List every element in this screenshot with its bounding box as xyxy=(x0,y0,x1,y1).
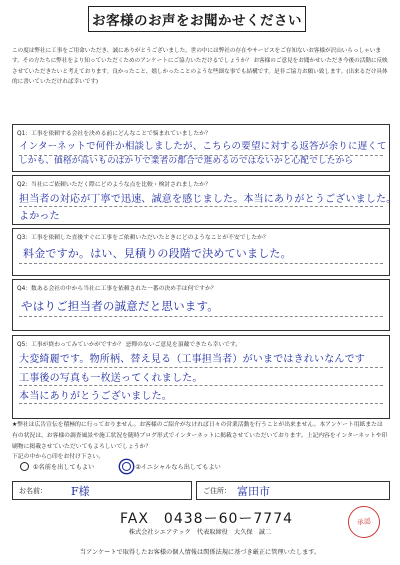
address-label: ご住所： xyxy=(203,486,231,495)
question-2-box xyxy=(12,175,397,225)
consent-options xyxy=(20,462,221,471)
option-initial-ok-label: ②イニシャルなら出してもよい xyxy=(135,464,221,471)
question-4-label: Q4：数ある会社の中から当社に工事を依頼された一番の決め手は何ですか？ xyxy=(17,286,217,292)
question-5-answer-line-1: 大変綺麗です。物所柄、替え見る（工事担当者）がいまではきれいなんです xyxy=(19,354,365,365)
question-1-label: Q1：工事を依頼する会社を決める前にどんなことで悩まれていましたか？ xyxy=(17,131,211,137)
question-5-label: Q5：工事が終わってみていかがですか？ 忌憚のないご意見を頂戴できたら幸いです。 xyxy=(17,342,242,348)
question-2-answer-line-1: 担当者の対応が丁寧で迅速、誠意を感じました。本当にありがとうございました。 xyxy=(19,194,397,205)
question-1-box xyxy=(12,124,390,172)
name-value: F様 xyxy=(71,484,90,498)
option-name-ok[interactable] xyxy=(20,462,94,471)
name-label: お名前： xyxy=(19,486,47,495)
intro-text: この度は弊社に工事をご用命いただき、誠にありがとうございました。世の中には弊社の存在やサービスをご存知ないお客様が沢山いらっしゃいます。その方たちに弊社をより知っていただくためのアンケートにご協力いただけるでしょうか？ お客様のご意見をお聞かせいただき今後の活動に反映させていただきたいと考えております。良かったこと、嬉しかったことのような些細な事でも結構です。是非ご協力お願い致します。(出来るだけ具体的に書いていただければ幸いです) xyxy=(12,48,388,86)
radio-icon[interactable] xyxy=(20,462,29,471)
question-1-answer-line-2: しかも、価格が高いものばかりで業者の都合で進めるのではないかと心配でしたから xyxy=(19,156,354,166)
question-3-label: Q3：工事を依頼した直後すぐに工事をご依頼いただいたときにどのようなことが不安でしたか？ xyxy=(17,235,269,241)
company-line: 株式会社シエアテック 代表取締役 大久保 誠二 xyxy=(128,529,272,536)
question-4-box xyxy=(12,279,390,331)
option-initial-ok[interactable] xyxy=(122,462,221,471)
privacy-footer: 当アンケートで取得したお客様の個人情報は関係法規に基づき厳正に管理いたします。 xyxy=(79,549,321,556)
question-2-answer-line-2: よかった xyxy=(19,211,60,222)
question-3-answer-line-1: 料金ですか。はい、見積りの段階で決めていました。 xyxy=(23,247,292,260)
address-value: 富田市 xyxy=(237,484,270,498)
question-4-answer-line-1: やはりご担当者の誠意だと思います。 xyxy=(21,299,219,313)
question-1-answer-line-1: インターネットで何件か相談しましたが、こちらの要望に対する返答が余りに遅くて xyxy=(19,141,387,152)
address-field xyxy=(196,481,390,500)
question-3-box xyxy=(12,228,390,276)
question-5-box xyxy=(12,335,390,419)
question-5-answer-line-2: 工事後の写真も一枚送ってくれました。 xyxy=(19,373,203,384)
consent-note: ★弊社は広告宣伝を積極的に行っておりません。お客様のご紹介がなければ日々の営業活動を行うことが出来ません。本アンケート用紙または有の状況は、お客様の調査風景や施工状況を随時ブログ形式でインターネットに掲載させていただいております。上記内容をインターネットや印刷物に掲載させていただいてもよろしいでしょうか？ 下記の中から○印をお付け下さい。 xyxy=(12,422,388,461)
question-5-answer-line-3: 本当にありがとうございました。 xyxy=(19,391,172,402)
question-2-label: Q2：当社にご依頼いただく際にどのような点を比較・検討されましたか？ xyxy=(17,182,211,188)
name-field xyxy=(12,481,192,500)
page-title: お客様のお声をお聞かせください xyxy=(88,6,306,32)
option-name-ok-label: ①名前を出してもよい xyxy=(33,464,95,471)
radio-checked-icon[interactable] xyxy=(122,462,131,471)
fax-number: FAX 0438ー60ー7774 xyxy=(120,511,294,527)
stamp-text: 承認 xyxy=(356,517,372,527)
